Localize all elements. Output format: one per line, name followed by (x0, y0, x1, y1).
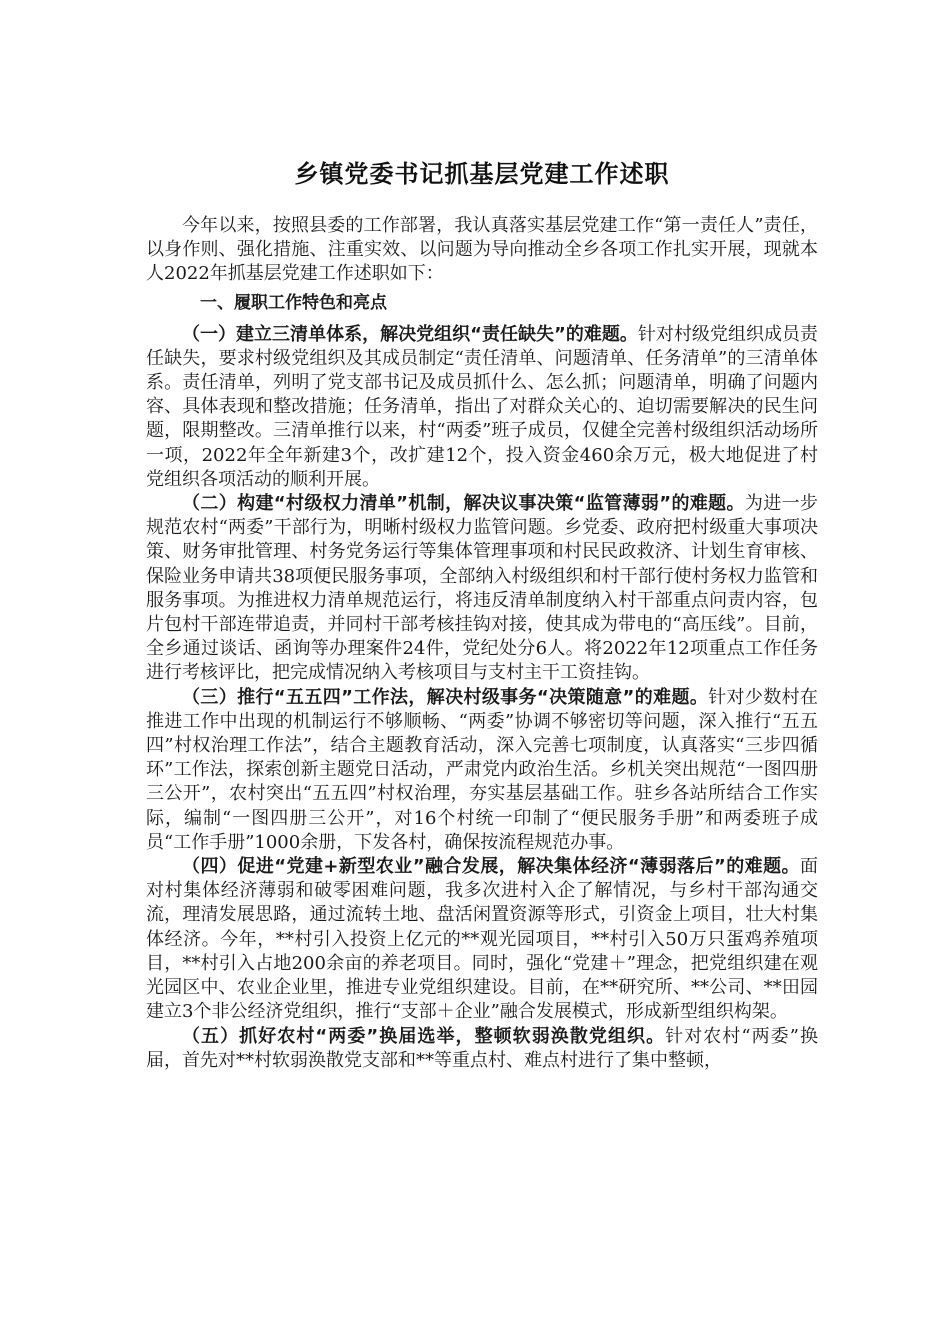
item-body: 针对农村“两委”换届，首先对**村软弱涣散党支部和**等重点村、难点村进行了集中整顿， (146, 1025, 818, 1071)
item-heading: （五）抓好农村“两委”换届选举，整顿软弱涣散党组织。 (182, 1025, 666, 1047)
item-heading: （三）推行“五五四”工作法，解决村级事务“决策随意”的难题。 (182, 686, 709, 708)
item-heading: （四）促进“党建+新型农业”融合发展，解决集体经济“薄弱落后”的难题。 (182, 856, 800, 878)
list-item (146, 323, 818, 492)
list-item (146, 686, 818, 855)
list-item (146, 855, 818, 1024)
document-title: 乡镇党委书记抓基层党建工作述职 (294, 160, 670, 188)
list-item (146, 492, 818, 686)
item-body: 面对村集体经济薄弱和破零困难问题，我多次进村入企了解情况，与乡村干部沟通交流，理清发展思路，通过流转土地、盘活闲置资源等形式，引资金上项目，壮大村集体经济。今年，**村引入投资上亿元的**观光园项目，**村引入50万只蛋鸡养殖项目，**村引入占地200余亩的养老项目。同时，强化“党建＋”理念，把党组织建在观光园区中、农业企业里，推进专业党组织建设。目前，在**研究所、**公司、**田园建立3个非公经济党组织，推行“支部＋企业”融合发展模式，形成新型组织构架。 (146, 856, 818, 1023)
item-heading: （二）构建“村级权力清单”机制，解决议事决策“监管薄弱”的难题。 (182, 493, 745, 515)
section-heading: 一、履职工作特色和亮点 (200, 292, 387, 313)
item-heading: （一）建立三清单体系，解决党组织“责任缺失”的难题。 (182, 323, 638, 345)
item-body: 针对少数村在推进工作中出现的机制运行不够顺畅、“两委”协调不够密切等问题，深入推行“五五四”村权治理工作法”，结合主题教育活动，深入完善七项制度，认真落实“三步四循环”工作法，探索创新主题党日活动，严肃党内政治生活。乡机关突出规范“一图四册三公开”，农村突出“五五四”村权治理，夯实基层基础工作。驻乡各站所结合工作实际，编制“一图四册三公开”，对16个村统一印制了“便民服务手册”和两委班子成员“工作手册”1000余册，下发各村，确保按流程规范办事。 (146, 686, 818, 853)
list-item (146, 1025, 818, 1073)
document-page (146, 156, 818, 1073)
item-body: 针对村级党组织成员责任缺失，要求村级党组织及其成员制定“责任清单、问题清单、任务清单”的三清单体系。责任清单，列明了党支部书记及成员抓什么、怎么抓；问题清单，明确了问题内容、具体表现和整改措施；任务清单，指出了对群众关心的、迫切需要解决的民生问题，限期整改。三清单推行以来，村“两委”班子成员，仅健全完善村级组织活动场所一项，2022年全年新建3个，改扩建12个，投入资金460余万元，极大地促进了村党组织各项活动的顺利开展。 (146, 323, 818, 490)
intro-paragraph: 今年以来，按照县委的工作部署，我认真落实基层党建工作“第一责任人”责任，以身作则、强化措施、注重实效、以问题为导向推动全乡各项工作扎实开展，现就本人2022年抓基层党建工作述职如下： (146, 215, 818, 285)
item-body: 为进一步规范农村“两委”干部行为，明晰村级权力监管问题。乡党委、政府把村级重大事项决策、财务审批管理、村务党务运行等集体管理事项和村民民政救济、计划生育审核、保险业务申请共38项便民服务事项，全部纳入村级组织和村干部行使村务权力监管和服务事项。为推进权力清单规范运行，将违反清单制度纳入村干部重点问责内容，包片包村干部连带追责，并同村干部考核挂钩对接，使其成为带电的“高压线”。目前，全乡通过谈话、函询等办理案件24件，党纪处分6人。将2022年12项重点工作任务进行考核评比，把完成情况纳入考核项目与支村主干工资挂钩。 (146, 493, 818, 684)
